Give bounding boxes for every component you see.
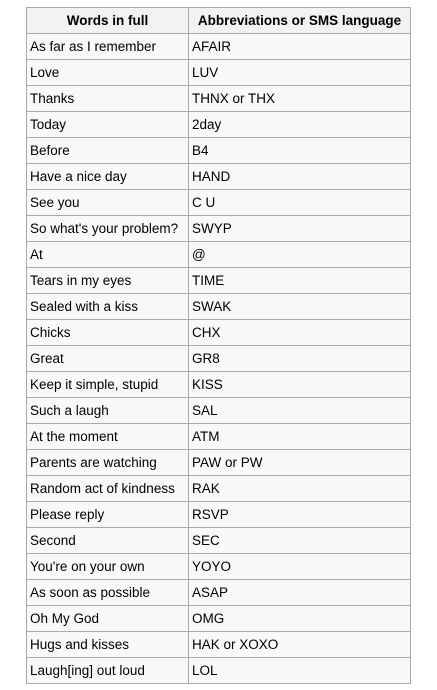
cell-abbreviation: RSVP xyxy=(189,502,411,528)
table-header xyxy=(27,8,411,34)
cell-abbreviation: AFAIR xyxy=(189,34,411,60)
table-row xyxy=(27,268,411,294)
table-row xyxy=(27,60,411,86)
table-row xyxy=(27,294,411,320)
cell-abbreviation: THNX or THX xyxy=(189,86,411,112)
header-words-in-full: Words in full xyxy=(27,8,189,34)
cell-abbreviation: ATM xyxy=(189,424,411,450)
cell-full-words: Hugs and kisses xyxy=(27,632,189,658)
cell-abbreviation: SWYP xyxy=(189,216,411,242)
header-row xyxy=(27,8,411,34)
cell-full-words: At the moment xyxy=(27,424,189,450)
table-row xyxy=(27,242,411,268)
cell-abbreviation: HAND xyxy=(189,164,411,190)
cell-full-words: Great xyxy=(27,346,189,372)
cell-full-words: Before xyxy=(27,138,189,164)
header-abbreviations: Abbreviations or SMS language xyxy=(189,8,411,34)
table-row xyxy=(27,216,411,242)
table-row xyxy=(27,138,411,164)
cell-abbreviation: TIME xyxy=(189,268,411,294)
cell-abbreviation: YOYO xyxy=(189,554,411,580)
table-row xyxy=(27,164,411,190)
table-row xyxy=(27,632,411,658)
cell-full-words: Oh My God xyxy=(27,606,189,632)
table-row xyxy=(27,502,411,528)
cell-full-words: Please reply xyxy=(27,502,189,528)
table-row xyxy=(27,424,411,450)
cell-full-words: See you xyxy=(27,190,189,216)
cell-abbreviation: KISS xyxy=(189,372,411,398)
table-row xyxy=(27,528,411,554)
table-row xyxy=(27,372,411,398)
cell-full-words: Love xyxy=(27,60,189,86)
cell-full-words: Random act of kindness xyxy=(27,476,189,502)
cell-full-words: Have a nice day xyxy=(27,164,189,190)
cell-abbreviation: @ xyxy=(189,242,411,268)
cell-full-words: As soon as possible xyxy=(27,580,189,606)
table-row xyxy=(27,658,411,684)
cell-full-words: Parents are watching xyxy=(27,450,189,476)
cell-full-words: Second xyxy=(27,528,189,554)
table-row xyxy=(27,112,411,138)
cell-abbreviation: SAL xyxy=(189,398,411,424)
cell-abbreviation: SWAK xyxy=(189,294,411,320)
table-row xyxy=(27,450,411,476)
cell-full-words: Keep it simple, stupid xyxy=(27,372,189,398)
table-row xyxy=(27,554,411,580)
table-row xyxy=(27,190,411,216)
cell-abbreviation: PAW or PW xyxy=(189,450,411,476)
cell-full-words: Today xyxy=(27,112,189,138)
cell-abbreviation: 2day xyxy=(189,112,411,138)
cell-abbreviation: LOL xyxy=(189,658,411,684)
cell-abbreviation: C U xyxy=(189,190,411,216)
cell-abbreviation: B4 xyxy=(189,138,411,164)
table-row xyxy=(27,398,411,424)
cell-abbreviation: ASAP xyxy=(189,580,411,606)
table-container xyxy=(26,7,411,684)
table-row xyxy=(27,476,411,502)
table-body xyxy=(27,34,411,684)
cell-abbreviation: SEC xyxy=(189,528,411,554)
cell-abbreviation: CHX xyxy=(189,320,411,346)
table-row xyxy=(27,606,411,632)
cell-full-words: Chicks xyxy=(27,320,189,346)
table-row xyxy=(27,34,411,60)
cell-full-words: Laugh[ing] out loud xyxy=(27,658,189,684)
cell-full-words: You're on your own xyxy=(27,554,189,580)
cell-abbreviation: HAK or XOXO xyxy=(189,632,411,658)
cell-full-words: Thanks xyxy=(27,86,189,112)
table-row xyxy=(27,346,411,372)
table-row xyxy=(27,320,411,346)
table-row xyxy=(27,580,411,606)
cell-abbreviation: LUV xyxy=(189,60,411,86)
cell-full-words: As far as I remember xyxy=(27,34,189,60)
cell-abbreviation: OMG xyxy=(189,606,411,632)
cell-abbreviation: RAK xyxy=(189,476,411,502)
cell-full-words: At xyxy=(27,242,189,268)
cell-full-words: So what's your problem? xyxy=(27,216,189,242)
sms-abbreviations-table xyxy=(26,7,411,684)
cell-abbreviation: GR8 xyxy=(189,346,411,372)
table-row xyxy=(27,86,411,112)
cell-full-words: Tears in my eyes xyxy=(27,268,189,294)
cell-full-words: Sealed with a kiss xyxy=(27,294,189,320)
cell-full-words: Such a laugh xyxy=(27,398,189,424)
